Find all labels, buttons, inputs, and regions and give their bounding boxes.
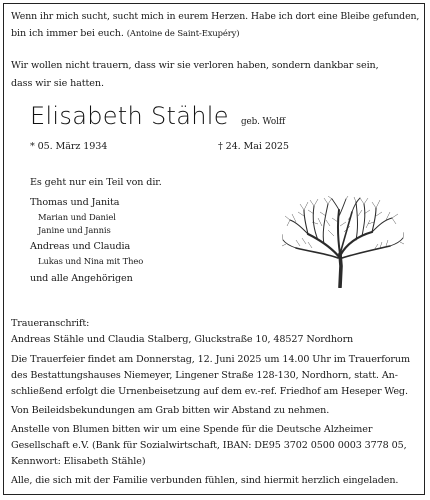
death-date: † 24. Mai 2025 — [218, 141, 289, 152]
condolence-note: Von Beileidsbekundungen am Grab bitten wir Abstand zu nehmen. — [11, 405, 330, 416]
quote-author: (Antoine de Saint-Exupéry) — [126, 28, 240, 38]
family-others: und alle Angehörigen — [30, 273, 133, 284]
quote-text: bin ich immer bei euch. — [11, 28, 124, 39]
birth-date: * 05. März 1934 — [30, 141, 108, 152]
deceased-name: Elisabeth Stähle — [30, 102, 229, 130]
family-group-1-member-a: Marian und Daniel — [38, 212, 116, 222]
ceremony-line-3: schließend erfolgt die Urnenbeisetzung auf dem ev.-ref. Friedhof am Heseper Weg. — [11, 386, 408, 397]
donation-line-3: Kennwort: Elisabeth Stähle) — [11, 456, 146, 467]
family-group-2: Andreas und Claudia — [30, 241, 131, 252]
ceremony-line-2: des Bestattungshauses Niemeyer, Lingener Straße 128-130, Nordhorn, statt. An- — [11, 370, 398, 381]
address-value: Andreas Stähle und Claudia Stalberg, Gluckstraße 10, 48527 Nordhorn — [11, 334, 354, 345]
bare-tree-icon — [282, 196, 404, 288]
family-lead: Es geht nur ein Teil von dir. — [30, 177, 162, 188]
address-label: Traueranschrift: — [11, 318, 90, 329]
birth-name: geb. Wolff — [241, 117, 286, 127]
closing-invitation: Alle, die sich mit der Familie verbunden fühlen, sind hiermit herzlich eingeladen. — [11, 475, 399, 486]
donation-line-1: Anstelle von Blumen bitten wir um eine Spende für die Deutsche Alzheimer — [11, 424, 373, 435]
family-group-2-member-a: Lukas und Nina mit Theo — [38, 256, 144, 266]
intro-line-1: Wir wollen nicht trauern, dass wir sie verloren haben, sondern dankbar sein, — [11, 60, 379, 71]
ceremony-line-1: Die Trauerfeier findet am Donnerstag, 12. Juni 2025 um 14.00 Uhr im Trauerforum — [11, 354, 410, 365]
donation-line-2: Gesellschaft e.V. (Bank für Sozialwirtschaft, IBAN: DE95 3702 0500 0003 3778 05, — [11, 440, 407, 451]
family-group-1: Thomas und Janita — [30, 197, 120, 208]
family-group-1-member-b: Janine und Jannis — [38, 225, 111, 235]
quote-line-1: Wenn ihr mich sucht, sucht mich in eurem Herzen. Habe ich dort eine Bleibe gefunden, — [11, 11, 420, 22]
quote-line-2 — [11, 28, 239, 39]
intro-line-2: dass wir sie hatten. — [11, 78, 104, 89]
